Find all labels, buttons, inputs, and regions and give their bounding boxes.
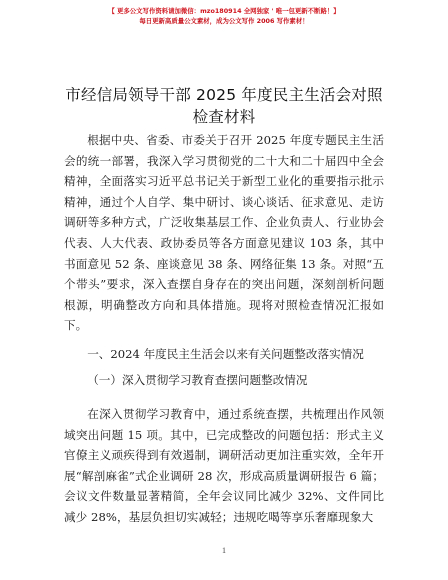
promo-banner-line-1: 【 更多公文写作资料请加微信：mzo180914 全网独家 ' 唯一包更新不断路！】 [108, 7, 340, 15]
section-heading-1: 一、2024 年度民主生活会以来有关问题整改落实情况 [87, 347, 364, 361]
intro-paragraph: 根据中央、省委、市委关于召开 2025 年度专题民主生活会的统一部署，我深入学习贯彻党的二十大和二十届四中全会精神，全面落实习近平总书记关于新型工业化的重要指示批示精神，通过个人自学、集中研讨、谈心谈话、征求意见、走访调研等多种方式，广泛收集基层工作、企业负责人、行业协会代表、人大代表、政协委员等各方面意见建议 103 条，其中书面意见 52 条、座谈意见 38 条、网络征集 13 条。对照“五个带头”要求，深入查摆自身存在的突出问题，深刻剖析问题根源，明确整改方向和具体措施。现将对照检查情况汇报如下。 [64, 133, 384, 333]
page-number: 1 [222, 546, 226, 555]
subsection-heading-1: （一）深入贯彻学习教育查摆问题整改情况 [87, 373, 308, 387]
document-title: 市经信局领导干部 2025 年度民主生活会对照检查材料 [65, 86, 383, 126]
promo-banner [0, 6, 448, 26]
promo-banner-line-2: 每日更新高质量公文素材，成为公文写作 2006 写作素材！ [139, 17, 309, 25]
subsection-body-paragraph: 在深入贯彻学习教育中，通过系统查摆，共梳理出作风领域突出问题 15 项。其中，已完成整改的问题包括：形式主义官僚主义顽疾得到有效遏制，调研活动更加注重实效，全年开展“解剖麻雀”式企业调研 28 次，形成高质量调研报告 6 篇；会议文件数量显著精简，全年会议同比减少 32%、文件同比减少 28%，基层负担切实减轻；违规吃喝等享乐奢靡现象大 [64, 407, 384, 524]
